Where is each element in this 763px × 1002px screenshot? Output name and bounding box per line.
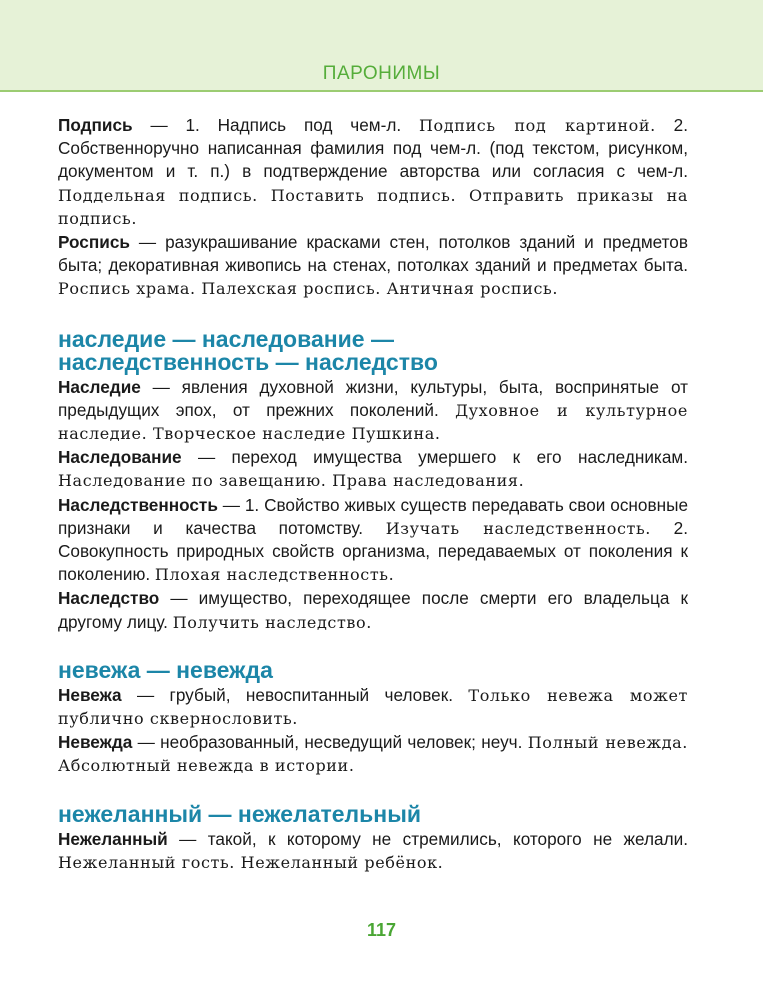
section-title-nezhelanny: нежеланный — нежелательный <box>58 800 421 827</box>
entry-example: Нежеланный гость. Нежеланный ребёнок. <box>58 852 444 872</box>
entry-example: Полный невежда. Абсолютный невежда в истории. <box>58 733 688 776</box>
entry-definition: — явления духовной жизни, культуры, быта, воспринятые от предыдущих эпох, от прежних поколений. <box>58 376 688 420</box>
entry-definition: — разукрашивание красками стен, потолков зданий и предметов быта; декоративная живопись на стенах, потолках зданий и предметах быта. <box>58 232 688 276</box>
section-title-nevezha: невежа — невежда <box>58 656 273 683</box>
entry-term: Нежеланный <box>58 828 168 849</box>
entry-example: Только невежа может публично сквернословить. <box>58 685 688 729</box>
entry-nasledie <box>58 376 688 446</box>
entry-example: Изучать наследственность. <box>385 518 651 538</box>
page-content <box>58 114 688 875</box>
entry-nasledstvo <box>58 587 688 633</box>
entry-definition: — переход имущества умершего к его наследникам. <box>181 447 688 468</box>
section-title-line: наследие — наследование — <box>58 325 394 352</box>
header-title: ПАРОНИМЫ <box>322 63 441 84</box>
page-header <box>0 0 763 92</box>
entry-term: Невежда <box>58 732 133 753</box>
page-number: 117 <box>366 920 397 940</box>
entry-podpis <box>58 114 688 230</box>
entry-example: Поддельная подпись. Поставить подпись. Отправить приказы на подпись. <box>58 185 688 228</box>
entry-term: Невежа <box>58 684 122 705</box>
entry-nasledstvennost <box>58 494 688 587</box>
entry-example: Получить наследство. <box>172 612 372 632</box>
entry-nasledovanie <box>58 446 688 492</box>
entry-definition: — такой, к которому не стремились, которого не желали. <box>167 828 688 849</box>
entry-rospis <box>58 231 688 301</box>
entry-definition: — 1. Надпись под чем-л. <box>132 115 419 135</box>
entry-definition: — грубый, невоспитанный человек. <box>121 684 469 705</box>
entry-term: Наследство <box>58 588 160 609</box>
entry-definition: 2. Совокупность природных свойств организма, передаваемых от поколения к поколению. <box>58 517 688 585</box>
entry-definition: — 1. Свойство живых существ передавать свои основные признаки и качества потомству. <box>58 494 688 538</box>
section-title-nasledie <box>58 325 688 375</box>
entry-term: Наследование <box>58 447 182 468</box>
entry-example: Плохая наследственность. <box>154 565 395 585</box>
entry-definition: — необразованный, несведущий человек; неуч. <box>132 732 528 753</box>
entry-term: Роспись <box>58 232 130 253</box>
entry-example: Роспись храма. Палехская роспись. Античная роспись. <box>58 279 559 299</box>
entry-example: Духовное и культурное наследие. Творческое наследие Пушкина. <box>58 400 688 444</box>
entry-definition: 2. Собственноручно написанная фамилия под чем-л. (под текстом, рисунком, документом и т. п.) в подтверждение авторства или согласия с чем-л. <box>58 115 688 182</box>
entry-example: Подпись под картиной. <box>419 116 656 135</box>
entry-nevezha <box>58 684 688 730</box>
entry-example: Наследование по завещанию. Права наследования. <box>58 471 525 491</box>
entry-term: Подпись <box>58 115 133 135</box>
entry-term: Наследственность <box>58 494 218 515</box>
entry-nezhelanny <box>58 828 688 874</box>
entry-nevezhda <box>58 731 688 777</box>
entry-term: Наследие <box>58 376 141 397</box>
section-title-line: наследственность — наследство <box>58 348 438 375</box>
entry-definition: — имущество, переходящее после смерти его владельца к другому лицу. <box>58 588 688 632</box>
